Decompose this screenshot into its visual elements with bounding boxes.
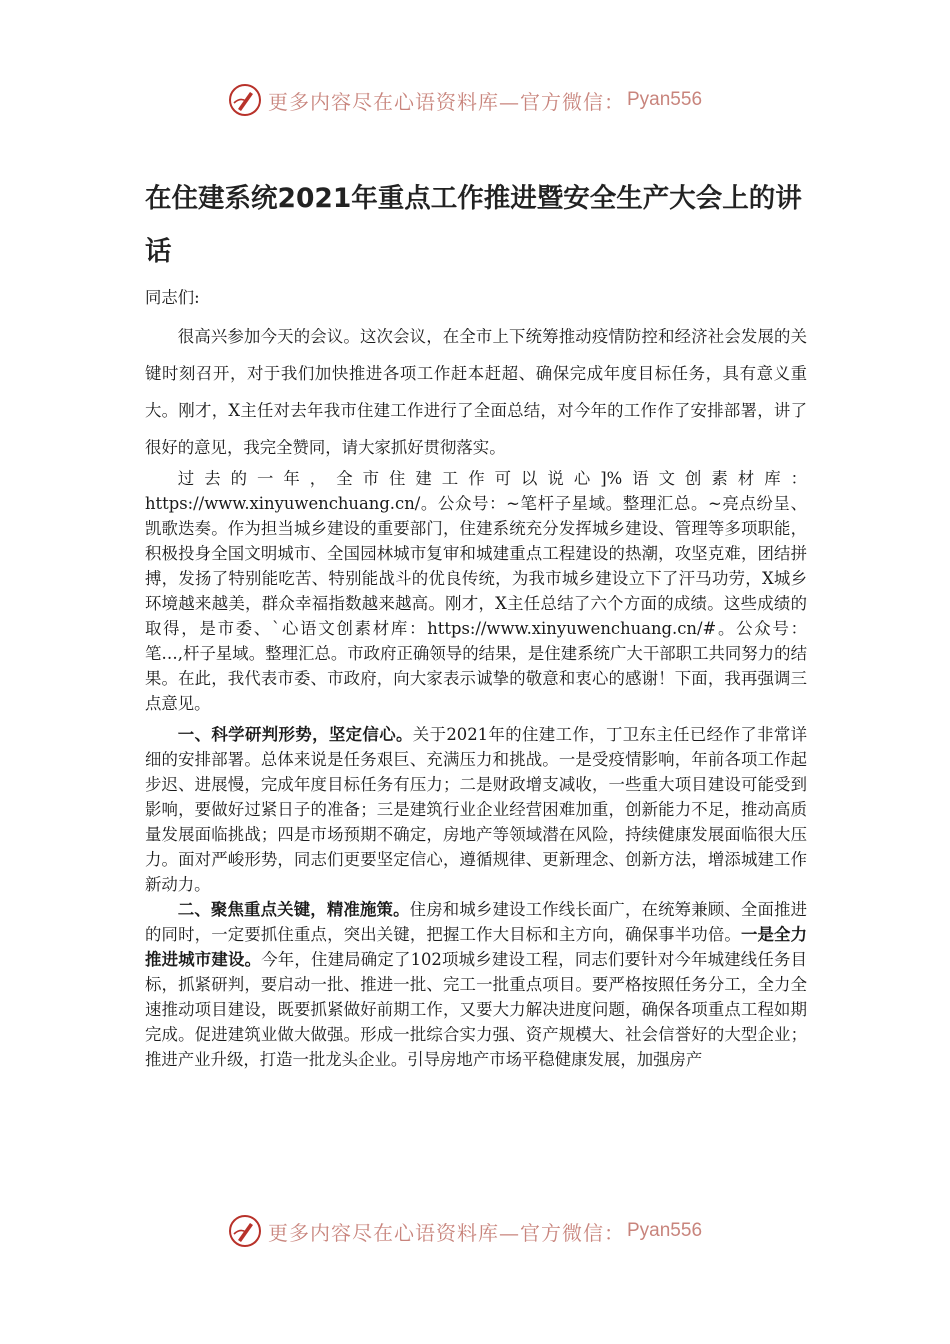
section-1-text: 关于2021年的住建工作，丁卫东主任已经作了非常详细的安排部署。总体来说是任务艰巨、充满压力和挑战。一是受疫情影响，年前各项工作起步迟、进展慢，完成年度目标任务有压力；二是财政增支减收，一些重大项目建设可能受到影响，要做好过紧日子的准备；三是建筑行业企业经营困难加重，创新能力不足，推动高质量发展面临挑战；四是市场预期不确定，房地产等领域潜在风险，持续健康发展面临很大压力。面对严峻形势，同志们更要坚定信心，遵循规律、更新理念、创新方法，增添城建工作新动力。 xyxy=(145,725,807,894)
document-body xyxy=(145,285,807,1072)
banner-wechat-id: Pyan556 xyxy=(627,1220,703,1241)
pen-logo-icon xyxy=(228,83,262,117)
banner-text: 更多内容尽在心语资料库—官方微信： xyxy=(268,89,625,114)
paragraph-review: 过去的一年，全市住建工作可以说心]%语文创素材库：https://www.xinyuwenchuang.cn/。公众号：~笔杆子星域。整理汇总。~亮点纷呈、凯歌迭奏。作为担当城乡建设的重要部门，住建系统充分发挥城乡建设、管理等多项职能，积极投身全国文明城市、全国园林城市复审和城建重点工程建设的热潮，攻坚克难，团结拼搏，发扬了特别能吃苦、特别能战斗的优良传统，为我市城乡建设立下了汗马功劳，X城乡环境越来越美，群众幸福指数越来越高。刚才，X主任总结了六个方面的成绩。这些成绩的取得，是市委、`心语文创素材库：https://www.xinyuwenchuang.cn/#。公众号：笔…,杆子星域。整理汇总。市政府正确领导的结果，是住建系统广大干部职工共同努力的结果。在此，我代表市委、市政府，向大家表示诚挚的敬意和衷心的感谢！下面，我再强调三点意见。 xyxy=(145,469,807,713)
section-2-text-a: 住房和城乡建设工作线长面广，在统筹兼顾、全面推进的同时，一定要抓住重点，突出关键，把握工作大目标和主方向，确保事半功倍。 xyxy=(145,900,807,944)
banner-wechat-id: Pyan556 xyxy=(627,89,703,110)
section-2-heading: 二、聚焦重点关键，精准施策。 xyxy=(177,900,410,919)
section-1 xyxy=(145,722,807,897)
banner-text: 更多内容尽在心语资料库—官方微信： xyxy=(268,1220,625,1245)
pen-logo-icon xyxy=(228,1214,262,1248)
section-2 xyxy=(145,897,807,1072)
header-banner xyxy=(228,80,702,120)
salutation: 同志们: xyxy=(145,288,200,307)
footer-banner xyxy=(228,1211,702,1251)
section-2-subheading: 一是全力推进城市建设。 xyxy=(145,925,808,969)
paragraph-intro: 很高兴参加今天的会议。这次会议，在全市上下统筹推动疫情防控和经济社会发展的关键时刻召开，对于我们加快推进各项工作赶本赶超、确保完成年度目标任务，具有意义重大。刚才，X主任对去年我市住建工作进行了全面总结，对今年的工作作了安排部署，讲了很好的意见，我完全赞同，请大家抓好贯彻落实。 xyxy=(145,327,807,457)
section-1-heading: 一、科学研判形势，坚定信心。 xyxy=(177,725,413,744)
section-2-text-b: 今年，住建局确定了102项城乡建设工程，同志们要针对今年城建线任务目标，抓紧研判，要启动一批、推进一批、完工一批重点项目。要严格按照任务分工，全力全速推动项目建设，既要抓紧做好前期工作，又要大力解决进度问题，确保各项重点工程如期完成。促进建筑业做大做强。形成一批综合实力强、资产规模大、社会信誉好的大型企业；推进产业升级，打造一批龙头企业。引导房地产市场平稳健康发展，加强房产 xyxy=(145,950,807,1069)
document-title: 在住建系统2021年重点工作推进暨安全生产大会上的讲话 xyxy=(145,183,802,267)
